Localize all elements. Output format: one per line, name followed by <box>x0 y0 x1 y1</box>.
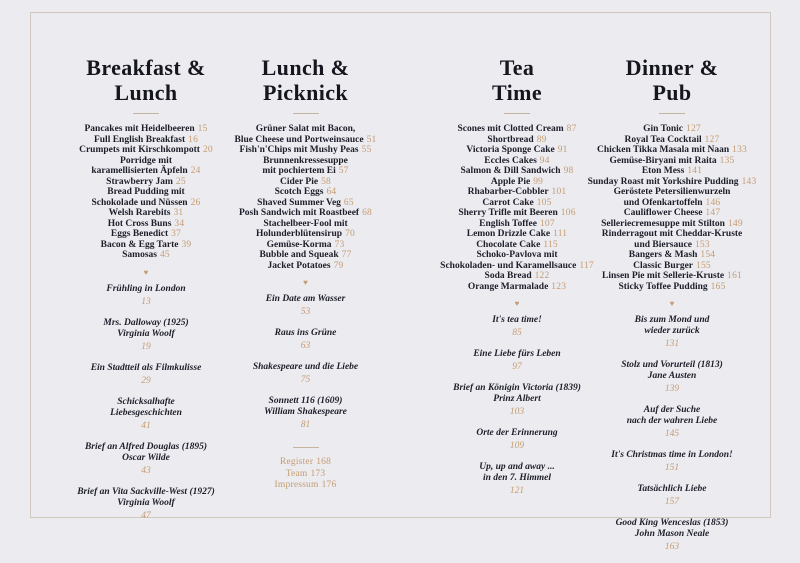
toc-entry-line <box>577 208 767 219</box>
toc-entry <box>577 187 767 208</box>
toc-entry-text: Gemüse-Korma <box>266 239 332 250</box>
toc-entry-text: Eccles Cakes <box>484 155 537 166</box>
toc-entry-text: und Biersauce <box>634 239 692 250</box>
toc-entry-line <box>577 187 767 198</box>
toc-entry-line <box>213 166 398 177</box>
toc-entry-text: Rinderragout mit Cheddar-Kruste <box>601 229 743 239</box>
feature-line: wieder zurück <box>644 326 700 336</box>
toc-entry-text: Carrot Cake <box>482 197 534 208</box>
feature-page-number: 19 <box>141 341 151 352</box>
toc-entry-text: Cider Pie <box>280 176 319 187</box>
toc-column-lunch-picknick <box>213 55 398 492</box>
toc-entry-text: Royal Tea Cocktail <box>624 134 702 145</box>
column-title-line: Pub <box>652 80 692 105</box>
toc-entry <box>213 124 398 145</box>
toc-entry-text: Shaved Summer Veg <box>257 197 341 208</box>
toc-entry <box>577 208 767 219</box>
heart-ornament-icon: ♥ <box>143 267 149 277</box>
toc-entry-line <box>213 219 398 230</box>
toc-entry-text: Scotch Eggs <box>274 187 324 197</box>
toc-entry-text: Porridge mit <box>120 155 172 166</box>
feature-page-number: 157 <box>664 497 680 507</box>
feature-page-number: 47 <box>141 510 151 521</box>
page-number: 111 <box>553 229 568 239</box>
column-title-line: Breakfast & <box>86 55 206 80</box>
page-number: 146 <box>705 197 721 208</box>
feature-line: Raus ins Grüne <box>274 328 337 338</box>
toc-entry-text: Bread Pudding mit <box>107 187 185 197</box>
feature-line: Good King Wenceslas (1853) <box>615 518 729 528</box>
meta-entry-team <box>213 469 398 481</box>
toc-entry-text: Bacon & Egg Tarte <box>100 239 179 250</box>
page-number: 149 <box>727 218 743 229</box>
column-title-line: Lunch & <box>261 55 350 80</box>
feature-line: Frühling in London <box>106 283 186 294</box>
feature-page-number: 109 <box>509 441 525 451</box>
toc-entry <box>577 219 767 230</box>
feature-line: in den 7. Himmel <box>482 473 552 483</box>
page-number: 87 <box>566 124 577 134</box>
toc-entry-text: Eton Mess <box>641 166 685 176</box>
page-number: 165 <box>710 281 726 292</box>
page-number: 127 <box>704 134 720 145</box>
toc-entry <box>577 229 767 250</box>
page-number: 34 <box>174 218 185 229</box>
toc-entry-text: Strawberry Jam <box>106 176 173 187</box>
title-rule <box>659 113 685 114</box>
toc-entry-text: Jacket Potatoes <box>267 260 331 271</box>
toc-entry-text: Bangers & Mash <box>628 250 698 260</box>
toc-entry-text: Gemüse-Biryani mit Raita <box>609 155 717 166</box>
page-number: 57 <box>338 166 349 176</box>
feature-line: Orte der Erinnerung <box>476 428 558 438</box>
feature-line: John Mason Neale <box>634 529 710 539</box>
page-number: 107 <box>539 218 555 229</box>
toc-entry-text: Posh Sandwich mit Roastbeef <box>239 208 360 218</box>
feature-page-number: 75 <box>300 375 311 385</box>
page-number: 153 <box>694 239 710 250</box>
toc-entry <box>213 198 398 209</box>
title-rule <box>293 113 319 114</box>
toc-entry-text: Eggs Benedict <box>110 229 169 239</box>
page-number: 73 <box>334 239 345 250</box>
toc-entry <box>577 124 767 135</box>
feature-line: Virginia Woolf <box>117 328 175 339</box>
toc-entry-text: Brunnenkressesuppe <box>263 155 348 166</box>
meta-page-number: 168 <box>316 457 332 467</box>
page-number: 68 <box>362 208 372 218</box>
toc-entry-line <box>213 135 398 146</box>
feature-entry <box>213 396 398 431</box>
toc-entry <box>213 250 398 261</box>
toc-entry <box>577 177 767 188</box>
toc-entry-text: Scones mit Clotted Cream <box>457 124 564 134</box>
toc-entry-text: Pancakes mit Heidelbeeren <box>84 124 195 134</box>
page-number: 45 <box>159 250 170 260</box>
toc-entry-line <box>577 271 767 282</box>
toc-entry-text: Salmon & Dill Sandwich <box>460 166 561 176</box>
toc-entry-text: Classic Burger <box>633 260 694 271</box>
toc-entry-text: Rhabarber-Cobbler <box>467 187 549 197</box>
toc-entry-line <box>577 219 767 230</box>
toc-entry <box>213 145 398 156</box>
toc-entry-line <box>577 166 767 177</box>
page-number: 135 <box>719 155 735 166</box>
toc-entry-text: English Toffee <box>479 218 537 229</box>
feature-page-number: 121 <box>509 486 525 496</box>
toc-entry-text: Orange Marmalade <box>467 281 549 292</box>
toc-entry-line <box>213 187 398 198</box>
feature-line: It's tea time! <box>492 315 542 325</box>
feature-page-number: 29 <box>141 375 151 386</box>
toc-entry <box>213 261 398 272</box>
toc-entry-text: Crumpets mit Kirschkompott <box>79 145 200 155</box>
toc-entry <box>577 156 767 167</box>
toc-entry-text: Full English Breakfast <box>93 134 186 145</box>
toc-entry-line <box>577 145 767 156</box>
toc-entry <box>577 166 767 177</box>
feature-line: Bis zum Mond und <box>634 315 710 325</box>
feature-line: nach der wahren Liebe <box>626 416 718 426</box>
toc-entry-line <box>213 145 398 156</box>
title-rule <box>133 113 159 114</box>
toc-entry-text: Chicken Tikka Masala mit Naan <box>596 145 730 155</box>
toc-entry-text: Chocolate Cake <box>476 239 541 250</box>
feature-line: Mrs. Dalloway (1925) <box>103 317 189 328</box>
toc-entry-text: Linsen Pie mit Sellerie-Kruste <box>601 271 725 281</box>
toc-entry <box>577 135 767 146</box>
feature-line: Brief an Alfred Douglas (1895) <box>84 441 208 452</box>
page-number: 70 <box>345 229 355 239</box>
toc-entry-text: karamellisierten Äpfeln <box>91 166 188 176</box>
feature-line: Oscar Wilde <box>122 452 170 463</box>
toc-entry-text: Lemon Drizzle Cake <box>466 229 551 239</box>
toc-entry-text: Cauliflower Cheese <box>623 208 703 218</box>
page-number: 122 <box>534 271 550 281</box>
page-number: 20 <box>202 145 213 155</box>
page-number: 55 <box>361 145 372 155</box>
page-number: 161 <box>727 271 742 281</box>
heart-ornament-icon: ♥ <box>669 299 675 308</box>
toc-entry <box>213 219 398 240</box>
feature-page-number: 53 <box>300 307 311 317</box>
feature-line: Tatsächlich Liebe <box>637 484 707 494</box>
toc-entry-line <box>577 229 767 240</box>
feature-entry <box>213 328 398 352</box>
column-title <box>577 55 767 105</box>
toc-entry-line <box>577 250 767 261</box>
toc-entry-text: Grüner Salat mit Bacon, <box>255 124 356 134</box>
toc-entry <box>577 271 767 282</box>
column-title-line: Tea <box>499 55 535 80</box>
feature-page-number: 97 <box>512 362 522 372</box>
toc-entry-line <box>577 240 767 251</box>
toc-entry-text: Holunderblütensirup <box>256 229 343 239</box>
page-number: 58 <box>321 176 331 187</box>
toc-entry-line <box>213 198 398 209</box>
feature-page-number: 43 <box>141 465 151 476</box>
feature-page-number: 103 <box>509 407 525 417</box>
feature-line: Shakespeare und die Liebe <box>252 362 359 372</box>
feature-line: Prinz Albert <box>493 394 541 404</box>
feature-line: Schicksalhafte <box>117 396 175 407</box>
page-number: 105 <box>536 197 552 208</box>
page-number: 89 <box>536 134 547 145</box>
toc-entry <box>577 250 767 261</box>
page-number: 155 <box>696 260 711 271</box>
toc-entry-line <box>213 177 398 188</box>
meta-rule <box>293 447 319 448</box>
toc-entry-line <box>213 208 398 219</box>
feature-line: Stolz und Vorurteil (1813) <box>621 360 723 370</box>
toc-entry <box>577 282 767 293</box>
heart-ornament-icon: ♥ <box>514 299 520 308</box>
feature-line: Ein Stadtteil als Filmkulisse <box>90 362 202 373</box>
toc-entry-line <box>213 124 398 135</box>
page-number: 26 <box>190 197 201 208</box>
feature-line: Virginia Woolf <box>117 497 175 508</box>
toc-entry-text: Soda Bread <box>484 271 532 281</box>
page-number: 98 <box>563 166 574 176</box>
toc-entry-text: Selleriecremesuppe mit Stilton <box>601 218 725 229</box>
toc-entry-line <box>577 177 767 188</box>
page-number: 99 <box>533 176 544 187</box>
feature-page-number: 81 <box>300 420 311 430</box>
toc-entry-text: Blue Cheese und Portweinsauce <box>234 134 364 145</box>
feature-entry <box>577 405 767 440</box>
page-number: 147 <box>705 208 721 218</box>
toc-entry <box>213 177 398 188</box>
toc-entry-text: Stachelbeer-Fool mit <box>263 218 348 229</box>
page-number: 133 <box>732 145 747 155</box>
feature-entry <box>577 315 767 350</box>
feature-line: It's Christmas time in London! <box>611 450 733 460</box>
toc-entry-text: Bubble and Squeak <box>259 250 339 260</box>
page-number: 106 <box>560 208 576 218</box>
toc-entry-text: Sticky Toffee Pudding <box>618 281 708 292</box>
feature-page-number: 151 <box>664 463 680 473</box>
toc-entry-text: Schokoladen- und Karamellsauce <box>440 260 577 271</box>
title-rule <box>504 113 530 114</box>
page-number: 127 <box>686 124 701 134</box>
toc-column-dinner-pub <box>577 55 767 563</box>
page-number: 94 <box>539 155 550 166</box>
feature-entry <box>213 294 398 318</box>
meta-page-number: 173 <box>310 468 326 479</box>
feature-line: Liebesgeschichten <box>110 407 182 418</box>
page-number: 24 <box>190 166 201 176</box>
feature-page-number: 139 <box>664 384 680 394</box>
toc-entry-text: Hot Cross Buns <box>107 218 172 229</box>
toc-entry <box>213 156 398 177</box>
feature-entry <box>577 518 767 553</box>
toc-entry <box>213 187 398 198</box>
feature-line: Sonnett 116 (1609) <box>268 396 343 406</box>
feature-line: Ein Date am Wasser <box>265 294 346 304</box>
heart-ornament-icon: ♥ <box>303 278 308 287</box>
toc-entry-text: Schokolade und Nüssen <box>91 197 188 208</box>
page-number: 101 <box>551 187 567 197</box>
column-title-line: Lunch <box>114 80 178 105</box>
feature-line: Up, up and away ... <box>479 462 555 472</box>
feature-page-number: 163 <box>664 542 680 552</box>
toc-entry-text: Shortbread <box>487 134 534 145</box>
toc-entry <box>577 145 767 156</box>
feature-page-number: 41 <box>141 420 151 431</box>
page-number: 141 <box>687 166 703 176</box>
meta-entry-text: Team <box>285 468 308 479</box>
toc-entry-text: Welsh Rarebits <box>108 208 171 218</box>
feature-line: Brief an Königin Victoria (1839) <box>453 383 581 393</box>
toc-entry-line <box>213 261 398 272</box>
page-number: 123 <box>551 281 567 292</box>
page-number: 37 <box>171 229 182 239</box>
meta-entry-text: Register <box>279 457 314 467</box>
feature-entry <box>577 360 767 395</box>
toc-entry-line <box>577 261 767 272</box>
page-number: 25 <box>175 176 186 187</box>
toc-entry-line <box>577 135 767 146</box>
toc-entry-text: Sherry Trifle mit Beeren <box>458 208 558 218</box>
feature-entry <box>577 484 767 508</box>
page-number: 79 <box>333 260 344 271</box>
toc-entry-line <box>213 156 398 167</box>
feature-page-number: 63 <box>300 341 311 351</box>
page-number: 31 <box>173 208 184 218</box>
toc-entry-text: Fish'n'Chips mit Mushy Peas <box>239 145 359 155</box>
toc-entry <box>577 261 767 272</box>
toc-entry-line <box>213 250 398 261</box>
toc-entry-text: Gin Tonic <box>643 124 683 134</box>
toc-entry-text: Geröstete Petersilienwurzeln <box>613 187 731 197</box>
toc-entry-line <box>577 282 767 293</box>
feature-line: Brief an Vita Sackville-West (1927) <box>77 486 215 497</box>
feature-page-number: 85 <box>512 328 522 338</box>
page-number: 65 <box>343 197 354 208</box>
page-number: 143 <box>741 176 757 187</box>
page-number: 16 <box>188 134 199 145</box>
toc-entry-text: und Ofenkartoffeln <box>623 197 703 208</box>
meta-entry-register <box>213 457 398 469</box>
toc-entry-text: mit pochiertem Ei <box>262 166 336 176</box>
toc-entry <box>213 208 398 219</box>
page-number: 115 <box>543 239 558 250</box>
page-number: 77 <box>341 250 352 260</box>
toc-entry-text: Apple Pie <box>490 176 531 187</box>
page-number: 117 <box>579 260 594 271</box>
toc-entry <box>213 240 398 251</box>
toc-entry-line <box>577 156 767 167</box>
feature-page-number: 145 <box>664 429 680 439</box>
page-number: 64 <box>326 187 337 197</box>
toc-entry-line <box>213 240 398 251</box>
column-title-line: Dinner & <box>625 55 719 80</box>
toc-entry-text: Victoria Sponge Cake <box>466 145 555 155</box>
page-number: 39 <box>181 239 192 250</box>
column-title <box>213 55 398 105</box>
feature-entry <box>213 362 398 386</box>
feature-entry <box>51 487 241 522</box>
page-number: 51 <box>366 134 377 145</box>
column-title-line: Picknick <box>262 80 349 105</box>
feature-line: William Shakespeare <box>264 407 347 417</box>
page-number: 154 <box>700 250 716 260</box>
page-number: 15 <box>197 124 208 134</box>
feature-entry <box>577 450 767 474</box>
feature-line: Jane Austen <box>647 371 697 381</box>
toc-entry-line <box>577 198 767 209</box>
toc-entry-line <box>213 229 398 240</box>
meta-entry-impressum <box>213 480 398 492</box>
toc-entry-text: Samosas <box>122 250 157 260</box>
feature-page-number: 13 <box>141 296 151 307</box>
meta-page-number: 176 <box>321 480 337 490</box>
toc-entry-text: Sunday Roast mit Yorkshire Pudding <box>587 176 739 187</box>
toc-entry-text: Schoko-Pavlova mit <box>476 250 558 260</box>
toc-entry-line <box>577 124 767 135</box>
page-number: 91 <box>557 145 568 155</box>
meta-entry-text: Impressum <box>274 480 319 490</box>
feature-line: Auf der Suche <box>643 405 701 415</box>
feature-page-number: 131 <box>664 339 680 349</box>
column-title-line: Time <box>491 80 543 105</box>
feature-line: Eine Liebe fürs Leben <box>473 349 561 359</box>
